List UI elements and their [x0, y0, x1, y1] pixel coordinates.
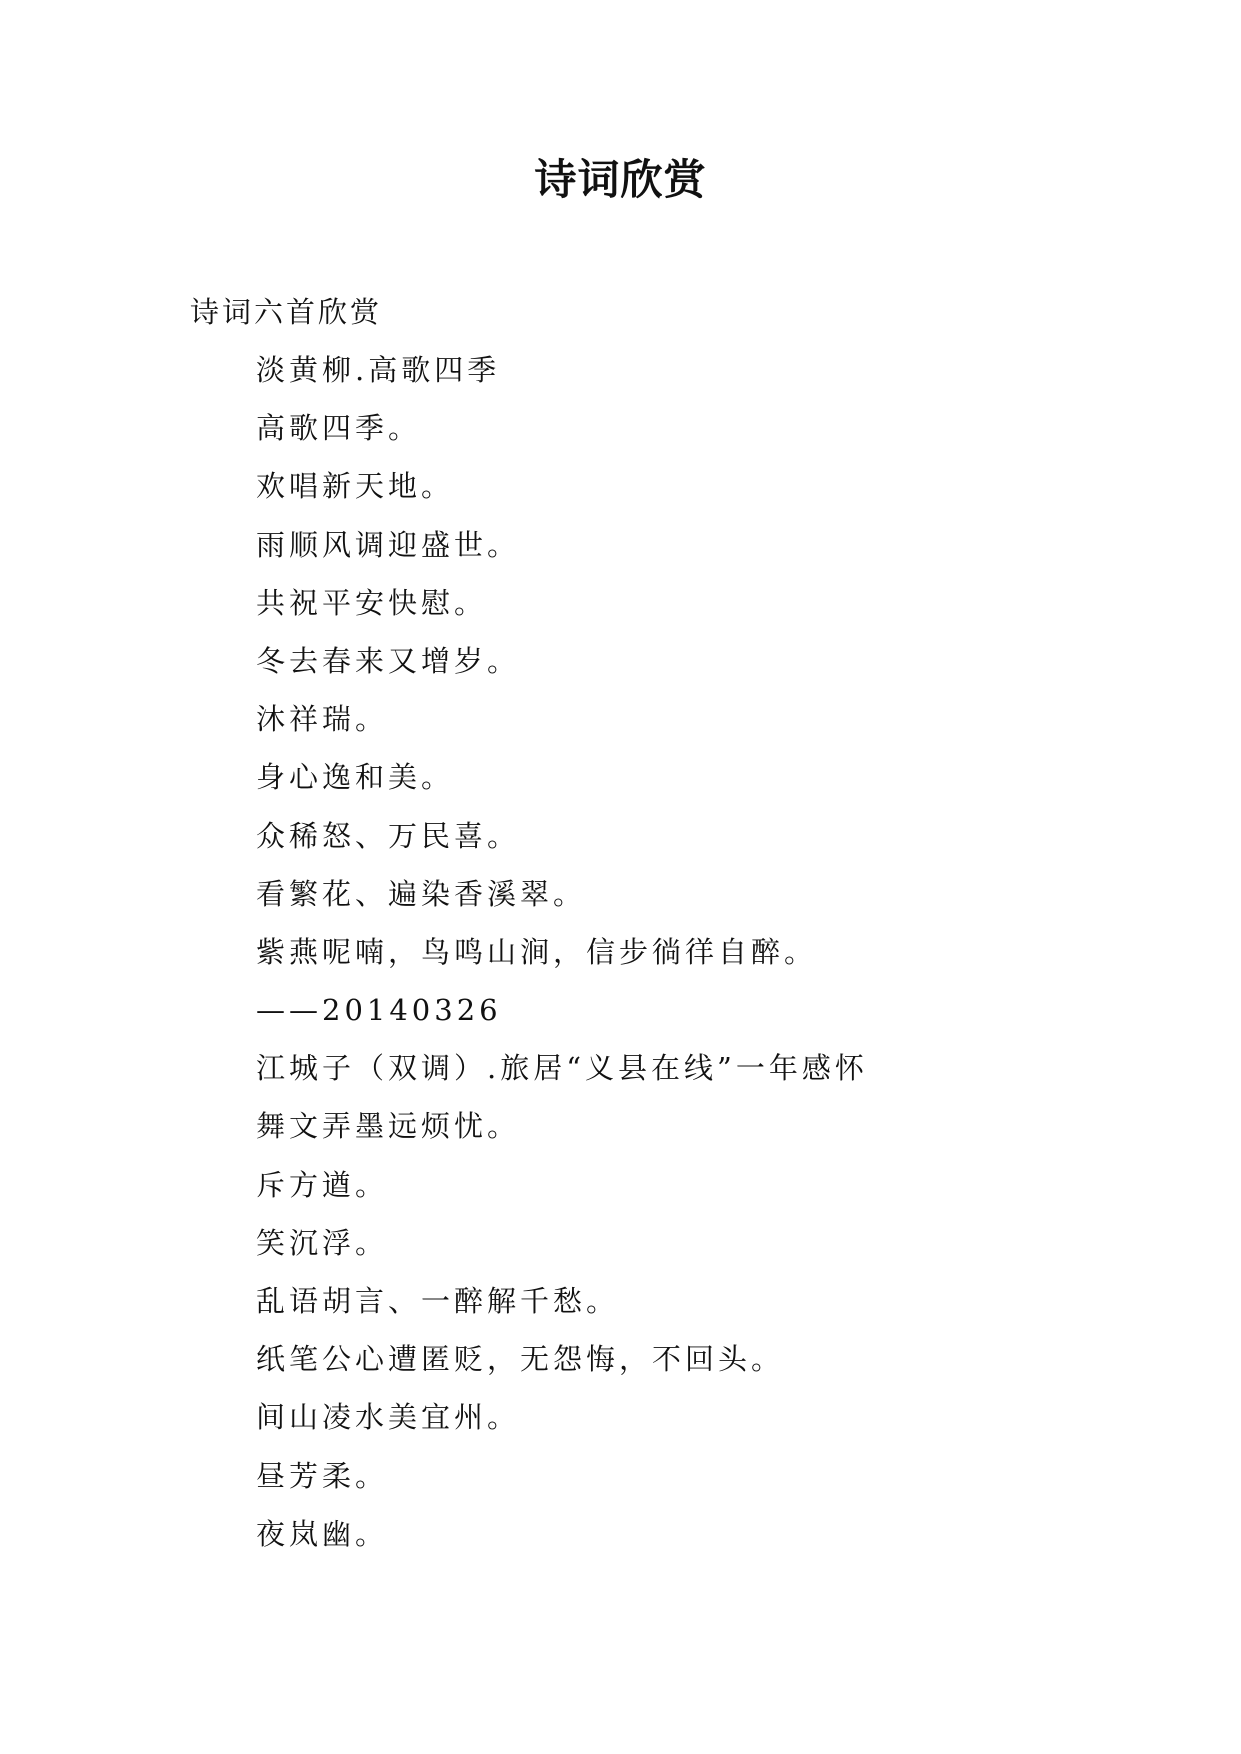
poem-line-text: 斥方遒。 [256, 1167, 389, 1202]
document-title: 诗词欣赏 [534, 155, 707, 204]
poem-line [256, 1165, 868, 1223]
poem-line-text: 雨顺风调迎盛世。 [256, 527, 521, 562]
poem-line-text: 夜岚幽。 [256, 1516, 389, 1551]
poem-date [256, 990, 868, 1048]
poem-line [256, 583, 868, 641]
poem-line-text: 间山凌水美宜州。 [256, 1400, 521, 1435]
poem-line [256, 699, 868, 757]
poem-line [256, 1281, 868, 1339]
poem-date-text: ——20140326 [256, 993, 502, 1028]
poem-line [256, 932, 868, 990]
poem-line-text: 共祝平安快慰。 [256, 585, 488, 620]
poem-line-text: 江城子（双调）.旅居“义县在线”一年感怀 [256, 1051, 868, 1086]
poem-line [256, 1339, 868, 1397]
poem-line [256, 1514, 868, 1572]
poem-line-text: 沐祥瑞。 [256, 702, 389, 737]
poem-line [256, 757, 868, 815]
poem-line [256, 1397, 868, 1455]
poem-lines [256, 350, 868, 1572]
poem-line-text: 看繁花、遍染香溪翠。 [256, 876, 587, 911]
poem-line [256, 350, 868, 408]
poem-line-text: 紫燕呢喃，鸟鸣山涧，信步徜徉自醉。 [256, 934, 818, 969]
poem-line [256, 1106, 868, 1164]
poem-line-text: 昼芳柔。 [256, 1458, 389, 1493]
poem-line-text: 笑沉浮。 [256, 1225, 389, 1260]
poem-line-text: 众稀怒、万民喜。 [256, 818, 521, 853]
poem-line [256, 641, 868, 699]
poem-line [256, 1048, 868, 1106]
poem-line [256, 874, 868, 932]
poem-line [256, 1456, 868, 1514]
section-heading: 诗词六首欣赏 [190, 295, 383, 329]
poem-line [256, 466, 868, 524]
poem-line-text: 乱语胡言、一醉解千愁。 [256, 1284, 620, 1318]
poem-line-text: 欢唱新天地。 [256, 469, 455, 504]
poem-line-text: 冬去春来又增岁。 [256, 643, 521, 678]
poem-line [256, 408, 868, 466]
poem-line-text: 高歌四季。 [256, 411, 422, 446]
poem-line-text: 淡黄柳.高歌四季 [256, 353, 501, 387]
poem-line-text: 身心逸和美。 [256, 760, 455, 795]
poem-line-text: 舞文弄墨远烦忧。 [256, 1109, 521, 1144]
poem-line [256, 816, 868, 874]
poem-line [256, 525, 868, 583]
poem-line [256, 1223, 868, 1281]
poem-line-text: 纸笔公心遭匿贬，无怨悔，不回头。 [256, 1342, 785, 1377]
